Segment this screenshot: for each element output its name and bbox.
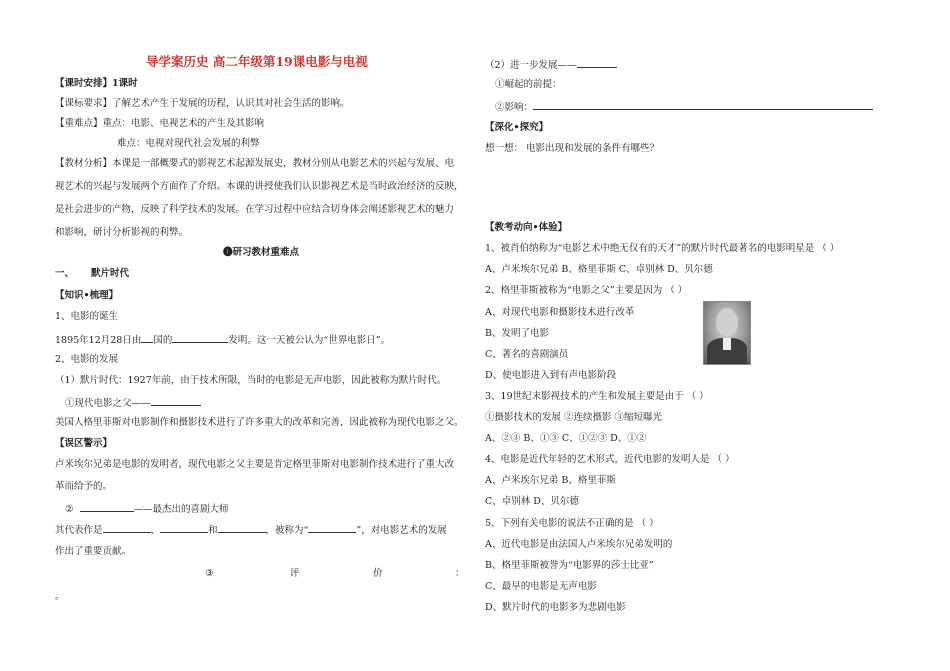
question-2-option-d: D、使电影进入到有声电影阶段 — [485, 370, 617, 381]
works-text-a: 其代表作是 — [55, 525, 103, 536]
portrait-photo — [703, 301, 751, 365]
item2-line: 2、电影的发展 — [55, 354, 119, 365]
birth-country-blank[interactable] — [141, 333, 153, 343]
question-3-items: ①摄影技术的发展 ②连续摄影 ③缩短曝光 — [485, 412, 663, 423]
works-line-2: 作出了重要贡献。 — [55, 546, 132, 557]
analysis-line-4: 和影响，研讨分析影视的利弊。 — [55, 227, 189, 238]
comedy-text: ——最杰出的喜剧大师 — [133, 504, 229, 515]
father-blank[interactable] — [151, 396, 201, 406]
birth-line — [55, 333, 390, 347]
question-4-options-cd: C、卓别林 D、贝尔德 — [485, 496, 579, 507]
question-5-option-b: B、格里菲斯被誉为“电影界的莎士比亚” — [485, 560, 654, 571]
works-blank-4[interactable] — [308, 523, 356, 533]
works-text-c: 和 — [208, 525, 218, 536]
question-2-option-c: C、著名的喜剧演员 — [485, 349, 569, 360]
birth-text-c: 发明。这一天被公认为“世界电影日”。 — [228, 335, 391, 346]
question-5-option-c: C、最早的电影是无声电影 — [485, 581, 597, 592]
impact-line — [495, 100, 873, 114]
eval-marker: ③ — [205, 568, 214, 579]
section1-number: 一、 — [55, 268, 75, 279]
silent-era-line: （1）默片时代：1927年前，由于技术所限，当时的电影是无声电影，因此被称为默片时代。 — [55, 375, 447, 386]
question-4-options-ab: A、卢米埃尔兄弟 B、格里菲斯 — [485, 475, 616, 486]
study-heading: ❶研习教材重难点 — [223, 247, 300, 258]
section1-title: 默片时代 — [91, 268, 130, 279]
question-5-option-d: D、默片时代的电影多为悲剧电影 — [485, 602, 626, 613]
question-4: 4、电影是近代年轻的艺术形式，近代电影的发明人是 （ ） — [485, 454, 735, 465]
father-line — [65, 396, 201, 410]
rise-premise-line: ①崛起的前提： — [495, 79, 562, 90]
analysis-line-3: 是社会进步的产物，反映了科学技术的发展。在学习过程中应结合切身体会阐述影视艺术的魅力 — [55, 204, 455, 215]
keypoint-line: 【重难点】重点：电影、电视艺术的产生及其影响 — [55, 118, 265, 129]
mistake-line-2: 革而给予的。 — [55, 481, 113, 492]
knowledge-heading: 【知识•梳理】 — [55, 290, 119, 301]
further-blank[interactable] — [577, 58, 617, 68]
deepen-heading: 【深化•探究】 — [485, 122, 549, 133]
question-2-option-a: A、对现代电影和摄影技术进行改革 — [485, 307, 635, 318]
question-5-option-a: A、近代电影是由法国人卢米埃尔兄弟发明的 — [485, 539, 673, 550]
works-blank-2[interactable] — [160, 523, 208, 533]
comedy-number: ② — [65, 504, 74, 515]
griffith-line: 美国人格里菲斯对电影制作和摄影技术进行了许多重大的改革和完善，因此被称为现代电影之父。 — [55, 417, 464, 428]
question-2-option-b: B、发明了电影 — [485, 328, 549, 339]
mistake-line-1: 卢米埃尔兄弟是电影的发明者，现代电影之父主要是肯定格里菲斯对电影制作技术进行了重大改 — [55, 459, 455, 470]
impact-blank[interactable] — [533, 100, 873, 110]
schedule-line: 【课时安排】1课时 — [55, 78, 138, 89]
further-text: （2）进一步发展—— — [485, 60, 577, 71]
question-3: 3、19世纪末影视技术的产生和发展主要是由于 （ ） — [485, 391, 709, 402]
question-2: 2、格里菲斯被称为“电影之父”主要是因为 （ ） — [485, 285, 688, 296]
difficulty-line: 难点：电视对现代社会发展的利弊 — [117, 138, 260, 149]
comedy-blank[interactable] — [80, 502, 134, 512]
eval-char-1: 评 — [290, 568, 300, 579]
question-1-options: A、卢米埃尔兄弟 B、格里菲斯 C、卓别林 D、贝尔德 — [485, 264, 713, 275]
impact-text: ②影响： — [495, 102, 534, 113]
works-line — [55, 523, 447, 537]
question-3-options: A、②③ B、①③ C、①②③ D、①② — [485, 433, 647, 444]
birth-text-a: 1895年12月28日由 — [55, 335, 142, 346]
birth-text-b: 国的 — [153, 335, 173, 346]
eval-colon: ： — [455, 568, 465, 579]
comedy-line — [65, 502, 229, 516]
eval-char-2: 价 — [373, 568, 383, 579]
page-title: 导学案历史 高二年级第19课电影与电视 — [146, 54, 368, 69]
eval-end: 。 — [55, 591, 65, 602]
question-5: 5、下列有关电影的说法不正确的是 （ ） — [485, 518, 659, 529]
works-blank-1[interactable] — [103, 523, 151, 533]
item1-line: 1、电影的诞生 — [55, 311, 119, 322]
think-line: 想一想： 电影出现和发展的条件有哪些？ — [485, 143, 660, 154]
further-line — [485, 58, 617, 72]
birth-inventor-blank[interactable] — [172, 333, 228, 343]
analysis-line-1: 【教材分析】本课是一部概要式的影视艺术起源发展史，教材分别从电影艺术的兴起与发展、电 — [55, 158, 455, 169]
father-text: ①现代电影之父—— — [65, 398, 151, 409]
works-text-b: 、 — [150, 525, 161, 536]
question-1: 1、被肖伯纳称为“电影艺术中绝无仅有的天才”的默片时代最著名的电影明星是 （ ） — [485, 243, 840, 254]
standard-line: 【课标要求】了解艺术产生于发展的历程，认识其对社会生活的影响。 — [55, 98, 350, 109]
mistake-heading: 【误区警示】 — [55, 438, 113, 449]
works-text-d: ，被称为“ — [265, 525, 309, 536]
works-text-e: ”，对电影艺术的发展 — [356, 525, 447, 536]
works-blank-3[interactable] — [218, 523, 266, 533]
exam-heading: 【教考动向•体验】 — [485, 222, 568, 233]
analysis-line-2: 视艺术的兴起与发展两个方面作了介绍。本课的讲授使我们认识影视艺术是当时政治经济的反映， — [55, 181, 464, 192]
